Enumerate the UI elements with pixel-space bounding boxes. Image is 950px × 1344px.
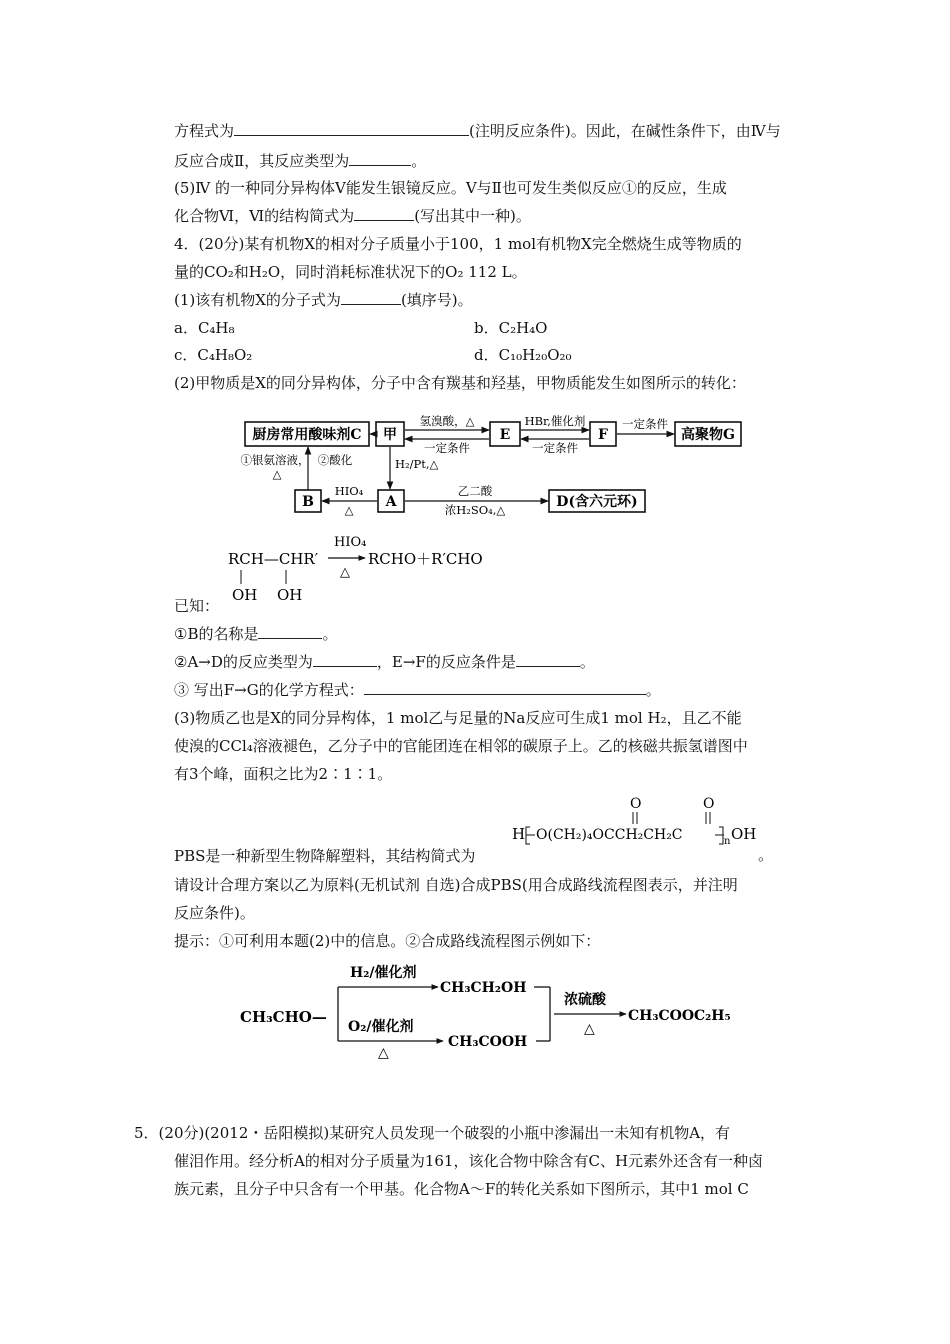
known-reaction [220,530,500,606]
option-d: d．C₁₀H₂₀O₂₀ [474,346,572,364]
text: 化合物Ⅵ，Ⅵ的结构简式为 [174,207,355,225]
box-a-label: A [385,494,397,510]
box-b-label: B [302,494,314,510]
q4-sub3 [174,680,661,700]
q4-sub2 [174,652,595,672]
text: ②A→D的反应类型为 [174,653,313,671]
label-hio4: HIO₄ [334,484,364,498]
answer-blank[interactable] [364,680,646,695]
pbs-text: PBS是一种新型生物降解塑料，其结构简式为 [174,847,476,865]
reagent-3: 浓硫酸 [564,992,606,1008]
label-ag-delta: △ [272,467,282,481]
text: 。 [579,653,595,671]
q5-stem-2: 催泪作用。经分析A的相对分子质量为161，该化合物中除含有C、H元素外还含有一种卤 [174,1152,764,1170]
q4-sub1 [174,624,338,644]
reagent-2-delta: △ [378,1045,389,1061]
box-g-label: 高聚物G [681,427,735,443]
label-h2pt: H₂/Pt,△ [395,457,439,471]
q4-stem-1: 4．(20分)某有机物X的相对分子质量小于100，1 mol有机物X完全燃烧生成等物质的 [174,235,742,253]
text: (1)该有机物X的分子式为 [174,291,341,309]
pbs-period: 。 [758,846,774,864]
known-label: 已知： [174,597,220,615]
answer-blank[interactable] [234,121,469,136]
answer-blank[interactable] [313,652,377,667]
q4-part3-1: (3)物质乙也是X的同分异构体，1 mol乙与足量的Na反应可生成1 mol H₂，且乙不能 [174,709,742,727]
pbs-n: n [724,836,731,847]
box-f-label: F [598,427,608,443]
pbs-repeat-unit: O(CH₂)₄OCCH₂CH₂C [536,827,683,843]
pbs-oh: OH [731,825,757,843]
product-3: CH₃COOC₂H₅ [628,1008,731,1024]
q4-part3-3: 有3个峰，面积之比为2∶1∶1。 [174,765,393,783]
q4-part3-2: 使溴的CCl₄溶液褪色，乙分子中的官能团连在相邻的碳原子上。乙的核磁共振氢谱图中 [174,737,748,755]
label-cond1: 一定条件 [424,441,470,455]
text: (写出其中一种)。 [414,207,531,225]
q4-stem-2: 量的CO₂和H₂O，同时消耗标准状况下的O₂ 112 L。 [174,263,527,281]
label-delta: △ [344,503,354,517]
q3-line-2 [174,151,426,171]
label-cond3: 一定条件 [622,417,668,431]
q3-line-4 [174,206,531,226]
label-hbr-acid: 氢溴酸，△ [419,414,475,428]
hydroxyl-1: OH [232,586,258,604]
box-jia-label: 甲 [383,427,397,443]
label-oxalic: 乙二酸 [457,484,493,498]
answer-blank[interactable] [354,206,414,221]
reagent: HIO₄ [334,535,367,550]
text: ③ 写出F→G的化学方程式： [174,681,364,699]
option-c: c．C₄H₈O₂ [174,346,253,364]
reagent-2: O₂/催化剂 [348,1019,414,1035]
answer-blank[interactable] [516,652,580,667]
label-h2so4: 浓H₂SO₄,△ [444,503,506,517]
text: 方程式为 [174,122,235,140]
text: (填序号)。 [400,291,473,309]
start-compound: CH₃CHO— [240,1008,327,1026]
reagent-1: H₂/催化剂 [350,965,417,981]
text: ，E→F的反应条件是 [376,653,516,671]
box-c-label: 厨房常用酸味剂C [252,427,362,443]
q3-line-1 [174,121,781,141]
box-d-label: D(含六元环) [556,494,638,510]
q5-stem-1: 5．(20分)(2012・岳阳模拟)某研究人员发现一个破裂的小瓶中渗漏出一未知有机物A，有 [134,1124,731,1142]
text: ①B的名称是 [174,625,259,643]
q4-part1 [174,290,473,310]
text: 。 [322,625,338,643]
q4-hint: 提示：①可利用本题(2)中的信息。②合成路线流程图示例如下： [174,932,601,950]
reagent-3-delta: △ [584,1021,595,1037]
condition: △ [340,565,350,580]
label-acidify: ②酸化 [317,453,353,467]
product: RCHO＋R′CHO [368,550,483,568]
q4-design-1: 请设计合理方案以乙为原料(无机试剂 自选)合成PBS(用合成路线流程图表示，并注明 [174,876,738,894]
text: 。 [645,681,661,699]
pbs-formula [510,792,774,868]
reactant: RCH—CHR′ [228,550,319,568]
q4-part2: (2)甲物质是X的同分异构体，分子中含有羰基和羟基，甲物质能发生如图所示的转化： [174,374,746,392]
q4-design-2: 反应条件)。 [174,904,255,922]
example-route [238,957,768,1061]
option-b: b．C₂H₄O [474,319,548,337]
answer-blank[interactable] [349,151,411,166]
q3-line-3: (5)Ⅳ 的一种同分异构体Ⅴ能发生银镜反应。Ⅴ与Ⅱ也可发生类似反应①的反应，生成 [174,179,727,197]
label-cond2: 一定条件 [532,441,578,455]
label-ag-solution: ①银氨溶液， [240,453,310,467]
box-e-label: E [499,427,511,443]
product-2: CH₃COOH [448,1034,528,1050]
carbonyl-o-2: O [703,796,715,812]
reaction-scheme [235,410,775,522]
text: 反应合成Ⅱ，其反应类型为 [174,152,350,170]
label-hbr-cat: HBr,催化剂 [524,414,586,428]
carbonyl-o-1: O [630,796,642,812]
text: 。 [411,152,427,170]
pbs-h: H [512,825,526,843]
hydroxyl-2: OH [277,586,303,604]
product-1: CH₃CH₂OH [440,980,527,996]
text: (注明反应条件)。因此，在碱性条件下，由Ⅳ与 [469,122,781,140]
answer-blank[interactable] [341,290,401,305]
option-a: a．C₄H₈ [174,319,235,337]
q5-stem-3: 族元素，且分子中只含有一个甲基。化合物A～F的转化关系如下图所示，其中1 mol C [174,1180,749,1198]
answer-blank[interactable] [258,624,322,639]
